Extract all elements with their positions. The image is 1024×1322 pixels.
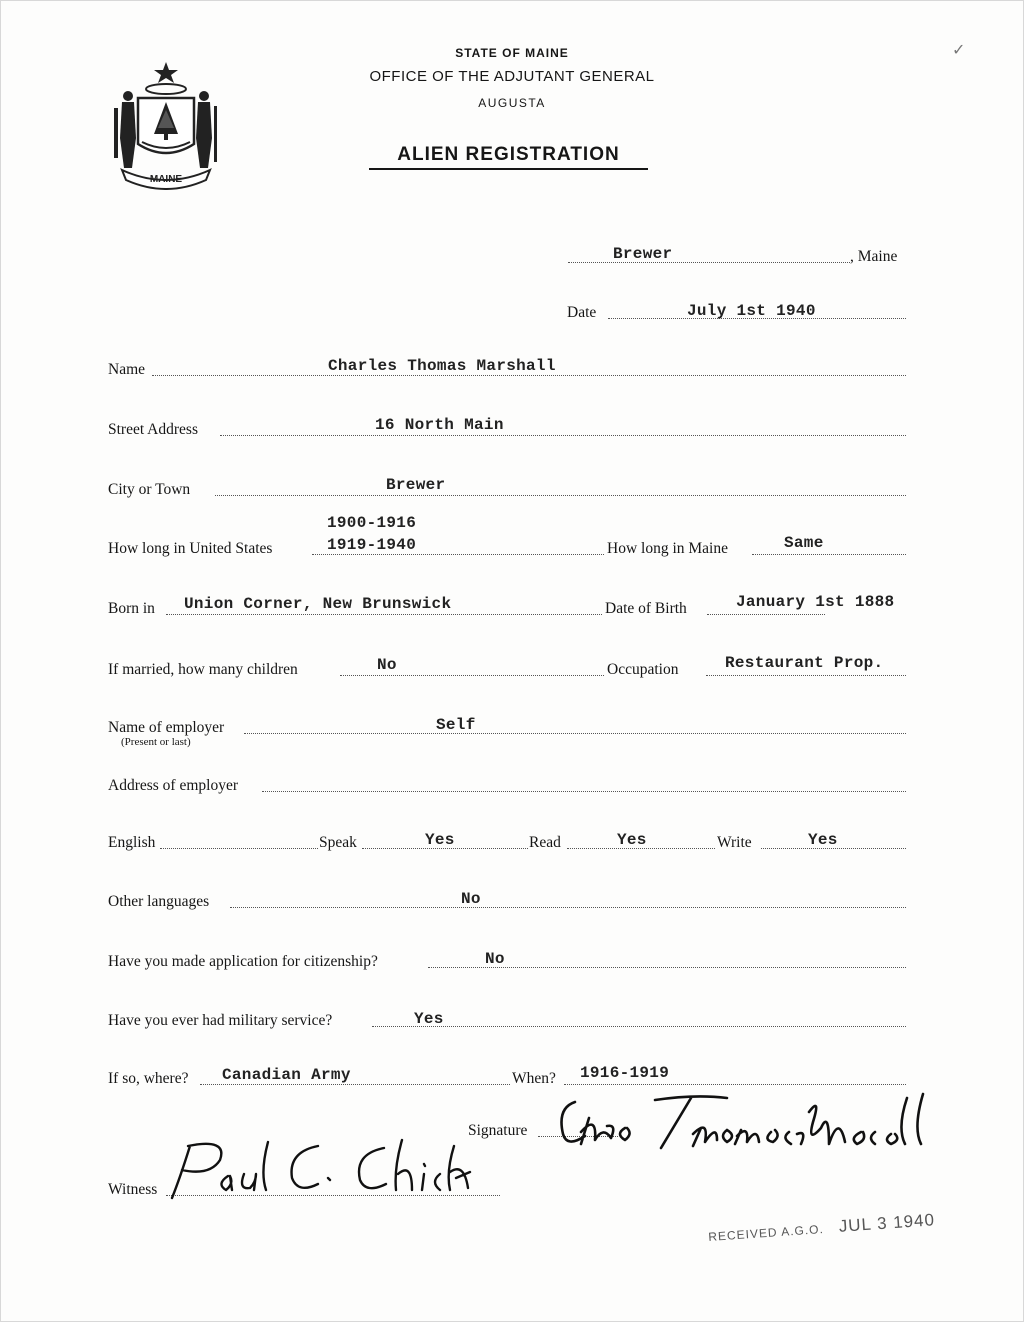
when-label: When? [512,1070,556,1087]
check-mark-icon: ✓ [952,42,966,59]
street-value[interactable]: 16 North Main [375,416,504,434]
date-value[interactable]: July 1st 1940 [687,302,816,320]
employer-value[interactable]: Self [436,716,476,734]
born-in-label: Born in [108,600,155,617]
occupation-value[interactable]: Restaurant Prop. [725,654,884,672]
when-value[interactable]: 1916-1919 [580,1064,670,1082]
dob-line [707,614,825,615]
form-title: ALIEN REGISTRATION [397,144,620,165]
dob-label: Date of Birth [605,600,687,617]
military-label: Have you ever had military service? [108,1012,333,1029]
employer-sublabel: (Present or last) [121,736,191,748]
place-value[interactable]: Brewer [613,245,673,263]
title-underline [369,168,648,170]
signature-label: Signature [468,1122,528,1139]
office-heading: OFFICE OF THE ADJUTANT GENERAL [369,68,655,85]
where-label: If so, where? [108,1070,189,1087]
occupation-line [706,675,906,676]
other-languages-value[interactable]: No [461,890,481,908]
witness-label: Witness [108,1181,158,1198]
dob-value[interactable]: January 1st 1888 [736,593,895,611]
other-languages-line [230,907,906,908]
received-stamp-date: JUL 3 1940 [838,1210,936,1236]
speak-value[interactable]: Yes [425,831,455,849]
how-long-maine-line [752,554,906,555]
read-label: Read [529,834,561,851]
received-stamp [708,1210,936,1246]
children-line [340,675,604,676]
read-value[interactable]: Yes [617,831,647,849]
children-value[interactable]: No [377,656,397,674]
how-long-us-value-2[interactable]: 1919-1940 [327,536,417,554]
write-label: Write [717,834,752,851]
received-stamp-text: RECEIVED A.G.O. [707,1221,825,1245]
born-in-value[interactable]: Union Corner, New Brunswick [184,595,452,613]
city-heading: AUGUSTA [478,96,546,110]
english-label: English [108,834,156,851]
write-value[interactable]: Yes [808,831,838,849]
how-long-us-label: How long in United States [108,540,273,557]
employer-address-line [262,791,906,792]
date-label: Date [567,304,597,321]
born-in-line [166,614,602,615]
employer-line [244,733,906,734]
name-line [152,375,906,376]
speak-label: Speak [319,834,357,851]
employer-label: Name of employer [108,719,225,736]
witness-handwriting[interactable] [168,1132,478,1204]
employer-address-label: Address of employer [108,777,238,794]
how-long-maine-value[interactable]: Same [784,534,824,552]
name-value[interactable]: Charles Thomas Marshall [328,357,556,375]
city-label: City or Town [108,481,191,498]
military-line [372,1026,906,1027]
state-heading: STATE OF MAINE [455,46,569,60]
how-long-maine-label: How long in Maine [607,540,728,557]
citizenship-label: Have you made application for citizenship? [108,953,378,970]
seal-banner-text: MAINE [149,174,183,185]
children-label: If married, how many children [108,661,298,678]
city-line [215,495,906,496]
signature-handwriting[interactable] [545,1088,945,1158]
other-languages-label: Other languages [108,893,210,910]
how-long-us-value-1[interactable]: 1900-1916 [327,514,417,532]
where-value[interactable]: Canadian Army [222,1066,351,1084]
military-value[interactable]: Yes [414,1010,444,1028]
where-line [200,1084,510,1085]
street-label: Street Address [108,421,198,438]
citizenship-value[interactable]: No [485,950,505,968]
english-line [160,848,318,849]
street-line [220,435,906,436]
how-long-us-line [312,554,604,555]
place-line [568,262,850,263]
name-label: Name [108,361,146,378]
city-value[interactable]: Brewer [386,476,446,494]
place-suffix: , Maine [850,248,898,265]
when-line [564,1084,906,1085]
occupation-label: Occupation [607,661,679,678]
